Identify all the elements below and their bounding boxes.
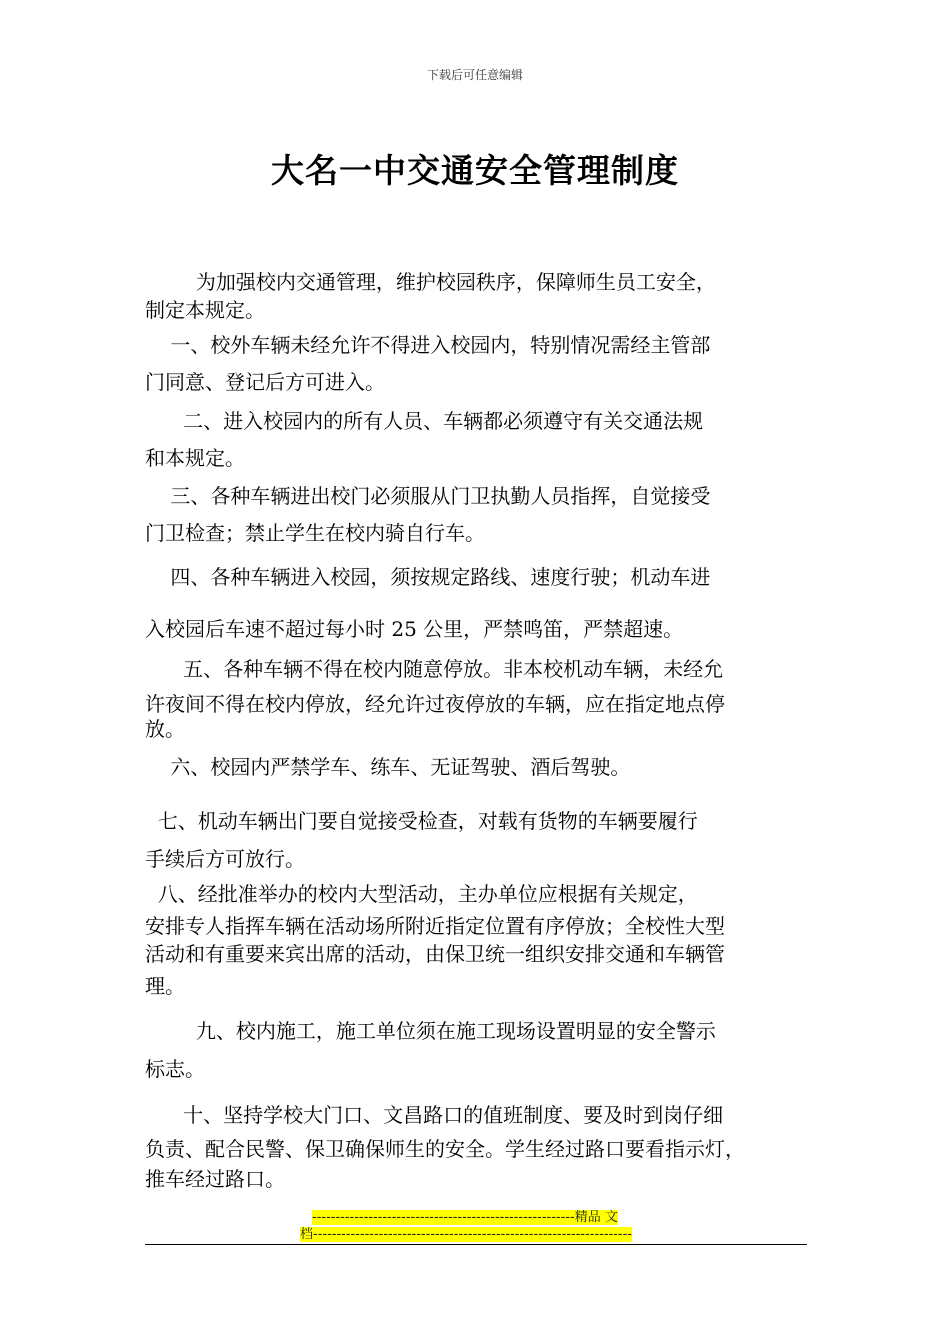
footer-divider [145, 1244, 807, 1245]
paragraph-line: 安排专人指挥车辆在活动场所附近指定位置有序停放；全校性大型 [145, 914, 725, 938]
paragraph-line: 制定本规定。 [145, 298, 265, 322]
footer-text: 档-------------------------------------------------------------------- [300, 1227, 632, 1242]
paragraph-line: 一、校外车辆未经允许不得进入校园内，特别情况需经主管部 [145, 333, 711, 357]
footer-text: --------------------------------------------------------精品 文 [312, 1210, 618, 1225]
paragraph-line: 手续后方可放行。 [145, 847, 305, 871]
paragraph-line: 九、校内施工，施工单位须在施工现场设置明显的安全警示 [145, 1019, 716, 1043]
paragraph-line: 七、机动车辆出门要自觉接受检查，对载有货物的车辆要履行 [145, 809, 698, 833]
paragraph-7 [145, 802, 810, 878]
paragraph-line: 四、各种车辆进入校园，须按规定路线、速度行驶；机动车进 [145, 565, 711, 589]
paragraph-line: 和本规定。 [145, 446, 245, 470]
paragraph-line: 放。 [145, 717, 185, 741]
paragraph-line: 负责、配合民警、保卫确保师生的安全。学生经过路口要看指示灯， [145, 1137, 745, 1161]
paragraph-line: 八、经批准举办的校内大型活动，主办单位应根据有关规定， [145, 882, 698, 906]
footer-watermark-line-2 [300, 1227, 650, 1243]
paragraph-6 [145, 752, 810, 782]
paragraph-line: 十、坚持学校大门口、文昌路口的值班制度、要及时到岗仔细 [145, 1103, 724, 1127]
paragraph-line: 门卫检查；禁止学生在校内骑自行车。 [145, 521, 485, 545]
document-title: 大名一中交通安全管理制度 [271, 151, 679, 190]
paragraph-4 [145, 551, 810, 655]
paragraph-intro [145, 268, 810, 324]
paragraph-line: 入校园后车速不超过每小时 25 公里，严禁鸣笛，严禁超速。 [145, 617, 684, 641]
paragraph-line: 许夜间不得在校内停放，经允许过夜停放的车辆，应在指定地点停 [145, 692, 725, 716]
paragraph-1 [145, 327, 810, 401]
paragraph-line: 理。 [145, 974, 185, 998]
paragraph-line: 为加强校内交通管理，维护校园秩序，保障师生员工安全， [145, 270, 716, 294]
paragraph-line: 六、校园内严禁学车、练车、无证驾驶、酒后驾驶。 [145, 755, 631, 779]
paragraph-3 [145, 478, 810, 552]
paragraph-2 [145, 403, 810, 477]
paragraph-line: 三、各种车辆进出校门必须服从门卫执勤人员指挥，自觉接受 [145, 484, 711, 508]
paragraph-line: 门同意、登记后方可进入。 [145, 370, 385, 394]
header-note: 下载后可任意编辑 [426, 68, 523, 82]
paragraph-5 [145, 652, 810, 747]
paragraph-line: 二、进入校园内的所有人员、车辆都必须遵守有关交通法规 [145, 409, 704, 433]
paragraph-10 [145, 1098, 810, 1192]
paragraph-9 [145, 1012, 810, 1088]
paragraph-line: 推车经过路口。 [145, 1167, 285, 1191]
paragraph-line: 标志。 [145, 1057, 205, 1081]
paragraph-line: 活动和有重要来宾出席的活动，由保卫统一组织安排交通和车辆管 [145, 942, 725, 966]
paragraph-line: 五、各种车辆不得在校内随意停放。非本校机动车辆，未经允 [145, 657, 724, 681]
footer-watermark-line-1 [312, 1210, 662, 1226]
paragraph-8 [145, 876, 810, 1004]
